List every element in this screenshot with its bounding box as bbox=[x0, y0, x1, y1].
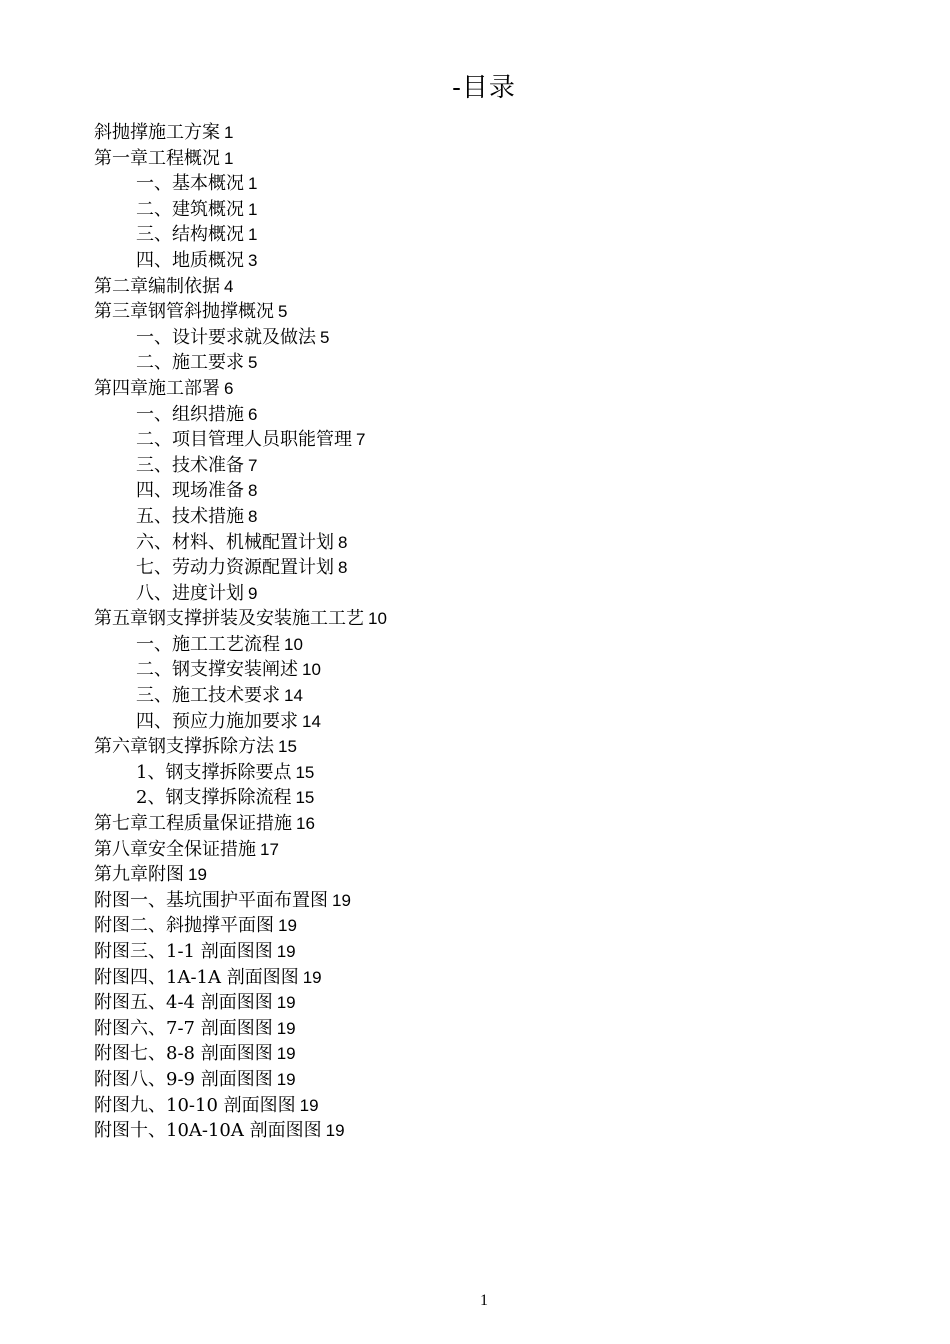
toc-entry-page-number: 5 bbox=[278, 302, 288, 322]
toc-chapter-entry[interactable] bbox=[94, 888, 874, 914]
toc-entry-title: 2、钢支撑拆除流程 bbox=[136, 787, 292, 809]
toc-entry-page-number: 19 bbox=[276, 993, 296, 1013]
toc-section-entry[interactable] bbox=[94, 325, 874, 351]
toc-section-entry[interactable] bbox=[94, 760, 874, 786]
toc-chapter-entry[interactable] bbox=[94, 913, 874, 939]
toc-entry-page-number: 4 bbox=[224, 276, 234, 296]
toc-section-entry[interactable] bbox=[94, 453, 874, 479]
toc-entry-page-number: 19 bbox=[276, 1069, 296, 1089]
toc-entry-title: 附图七、8-8 剖面图图 bbox=[94, 1043, 273, 1065]
toc-entry-title: 附图八、9-9 剖面图图 bbox=[94, 1068, 273, 1090]
toc-entry-page-number: 10 bbox=[302, 660, 321, 680]
toc-entry-page-number: 1 bbox=[224, 148, 234, 168]
toc-entry-title: 二、施工要求 bbox=[136, 352, 244, 374]
toc-entry-page-number: 16 bbox=[296, 814, 315, 834]
page-title: -目录 bbox=[452, 73, 516, 103]
toc-section-entry[interactable] bbox=[94, 683, 874, 709]
toc-entry-page-number: 19 bbox=[332, 890, 351, 910]
toc-section-entry[interactable] bbox=[94, 657, 874, 683]
toc-section-entry[interactable] bbox=[94, 427, 874, 453]
toc-entry-title: 斜抛撑施工方案 bbox=[94, 122, 220, 143]
toc-entry-title: 附图六、7-7 剖面图图 bbox=[94, 1017, 273, 1039]
toc-entry-title: 第二章编制依据 bbox=[94, 275, 220, 297]
toc-entry-title: 四、现场准备 bbox=[136, 480, 244, 502]
toc-chapter-entry[interactable] bbox=[94, 1093, 874, 1119]
toc-entry-page-number: 3 bbox=[248, 250, 258, 270]
toc-entry-page-number: 19 bbox=[278, 916, 297, 936]
toc-entry-title: 附图二、斜抛撑平面图 bbox=[94, 915, 274, 937]
toc-chapter-entry[interactable] bbox=[94, 606, 874, 632]
toc-entry-title: 第九章附图 bbox=[94, 864, 184, 886]
toc-entry-title: 四、地质概况 bbox=[136, 249, 244, 271]
toc-chapter-entry[interactable] bbox=[94, 837, 874, 863]
toc-entry-page-number: 15 bbox=[278, 737, 297, 757]
toc-chapter-entry[interactable] bbox=[94, 376, 874, 402]
toc-entry-title: 附图一、基坑围护平面布置图 bbox=[94, 889, 328, 911]
page-number: 1 bbox=[480, 1292, 488, 1309]
toc-entry-page-number: 10 bbox=[284, 634, 303, 654]
toc-entry-title: 一、组织措施 bbox=[136, 403, 244, 425]
toc-entry-title: 附图三、1-1 剖面图图 bbox=[94, 941, 273, 962]
toc-entry-title: 四、预应力施加要求 bbox=[136, 710, 298, 732]
toc-entry-page-number: 7 bbox=[356, 430, 366, 450]
toc-chapter-entry[interactable] bbox=[94, 146, 874, 172]
toc-entry-page-number: 14 bbox=[284, 686, 303, 706]
toc-entry-page-number: 15 bbox=[295, 762, 315, 782]
toc-entry-title: 一、施工工艺流程 bbox=[136, 633, 280, 655]
toc-entry-title: 附图四、1A-1A 剖面图图 bbox=[94, 966, 299, 988]
toc-section-entry[interactable] bbox=[94, 222, 874, 248]
toc-entry-page-number: 10 bbox=[368, 609, 387, 629]
toc-entry-page-number: 5 bbox=[248, 353, 258, 373]
toc-entry-page-number: 7 bbox=[248, 455, 258, 475]
toc-section-entry[interactable] bbox=[94, 581, 874, 607]
toc-chapter-entry[interactable] bbox=[94, 1016, 874, 1042]
toc-section-entry[interactable] bbox=[94, 171, 874, 197]
toc-section-entry[interactable] bbox=[94, 709, 874, 735]
toc-entry-page-number: 8 bbox=[248, 506, 258, 526]
toc-entry-page-number: 8 bbox=[338, 558, 348, 578]
toc-entry-title: 附图五、4-4 剖面图图 bbox=[94, 992, 273, 1014]
toc-entry-title: 五、技术措施 bbox=[136, 505, 244, 527]
toc-chapter-entry[interactable] bbox=[94, 1118, 874, 1144]
toc-entry-title: 六、材料、机械配置计划 bbox=[136, 531, 334, 553]
toc-entry-page-number: 19 bbox=[302, 967, 322, 987]
toc-section-entry[interactable] bbox=[94, 632, 874, 658]
toc-entry-page-number: 19 bbox=[276, 1018, 296, 1038]
toc-entry-title: 第七章工程质量保证措施 bbox=[94, 813, 292, 835]
toc-entry-page-number: 1 bbox=[224, 123, 234, 142]
toc-entry-title: 第一章工程概况 bbox=[94, 147, 220, 169]
toc-entry-title: 二、钢支撑安装阐述 bbox=[136, 659, 298, 681]
toc-chapter-entry[interactable] bbox=[94, 1067, 874, 1093]
toc-entry-page-number: 14 bbox=[302, 711, 321, 731]
toc-chapter-entry[interactable] bbox=[94, 990, 874, 1016]
toc-entry-title: 三、结构概况 bbox=[136, 224, 244, 246]
table-of-contents bbox=[94, 120, 874, 1144]
toc-entry-page-number: 17 bbox=[260, 839, 279, 859]
toc-entry-page-number: 8 bbox=[338, 532, 348, 552]
toc-section-entry[interactable] bbox=[94, 785, 874, 811]
toc-entry-title: 一、基本概况 bbox=[136, 173, 244, 195]
toc-entry-title: 三、施工技术要求 bbox=[136, 685, 280, 707]
toc-entry-title: 第五章钢支撑拼装及安装施工工艺 bbox=[94, 608, 364, 630]
toc-chapter-entry[interactable] bbox=[94, 734, 874, 760]
toc-section-entry[interactable] bbox=[94, 248, 874, 274]
toc-chapter-entry[interactable] bbox=[94, 1041, 874, 1067]
toc-section-entry[interactable] bbox=[94, 504, 874, 530]
toc-entry-page-number: 1 bbox=[248, 174, 258, 194]
toc-entry-page-number: 6 bbox=[248, 404, 258, 424]
toc-chapter-entry[interactable] bbox=[94, 120, 874, 146]
toc-section-entry[interactable] bbox=[94, 555, 874, 581]
toc-chapter-entry[interactable] bbox=[94, 299, 874, 325]
toc-section-entry[interactable] bbox=[94, 402, 874, 428]
toc-entry-title: 三、技术准备 bbox=[136, 454, 244, 476]
toc-section-entry[interactable] bbox=[94, 530, 874, 556]
toc-entry-page-number: 19 bbox=[188, 865, 207, 885]
toc-entry-title: 附图十、10A-10A 剖面图图 bbox=[94, 1120, 322, 1142]
toc-entry-title: 第四章施工部署 bbox=[94, 377, 220, 399]
toc-chapter-entry[interactable] bbox=[94, 965, 874, 991]
toc-entry-page-number: 19 bbox=[299, 1095, 319, 1115]
toc-chapter-entry[interactable] bbox=[94, 811, 874, 837]
toc-entry-title: 第三章钢管斜抛撑概况 bbox=[94, 301, 274, 323]
toc-entry-title: 七、劳动力资源配置计划 bbox=[136, 557, 334, 579]
toc-section-entry[interactable] bbox=[94, 478, 874, 504]
toc-entry-page-number: 19 bbox=[325, 1121, 345, 1141]
toc-entry-title: 第六章钢支撑拆除方法 bbox=[94, 736, 274, 758]
toc-chapter-entry[interactable] bbox=[94, 939, 874, 965]
toc-entry-page-number: 5 bbox=[320, 327, 330, 347]
toc-entry-page-number: 1 bbox=[248, 225, 258, 245]
toc-entry-title: 二、项目管理人员职能管理 bbox=[136, 429, 352, 451]
toc-entry-title: 二、建筑概况 bbox=[136, 198, 244, 220]
toc-entry-page-number: 9 bbox=[248, 583, 258, 603]
toc-entry-page-number: 8 bbox=[248, 481, 258, 501]
toc-entry-title: 1、钢支撑拆除要点 bbox=[136, 761, 292, 783]
toc-entry-title: 第八章安全保证措施 bbox=[94, 838, 256, 860]
toc-entry-title: 一、设计要求就及做法 bbox=[136, 326, 316, 348]
toc-section-entry[interactable] bbox=[94, 197, 874, 223]
toc-chapter-entry[interactable] bbox=[94, 862, 874, 888]
toc-entry-page-number: 1 bbox=[248, 199, 258, 219]
toc-chapter-entry[interactable] bbox=[94, 274, 874, 300]
toc-entry-page-number: 6 bbox=[224, 378, 234, 398]
toc-entry-title: 八、进度计划 bbox=[136, 582, 244, 604]
toc-section-entry[interactable] bbox=[94, 350, 874, 376]
toc-entry-page-number: 19 bbox=[276, 1044, 296, 1064]
toc-entry-title: 附图九、10-10 剖面图图 bbox=[94, 1094, 296, 1116]
toc-entry-page-number: 15 bbox=[295, 788, 315, 808]
toc-entry-page-number: 19 bbox=[276, 942, 296, 961]
